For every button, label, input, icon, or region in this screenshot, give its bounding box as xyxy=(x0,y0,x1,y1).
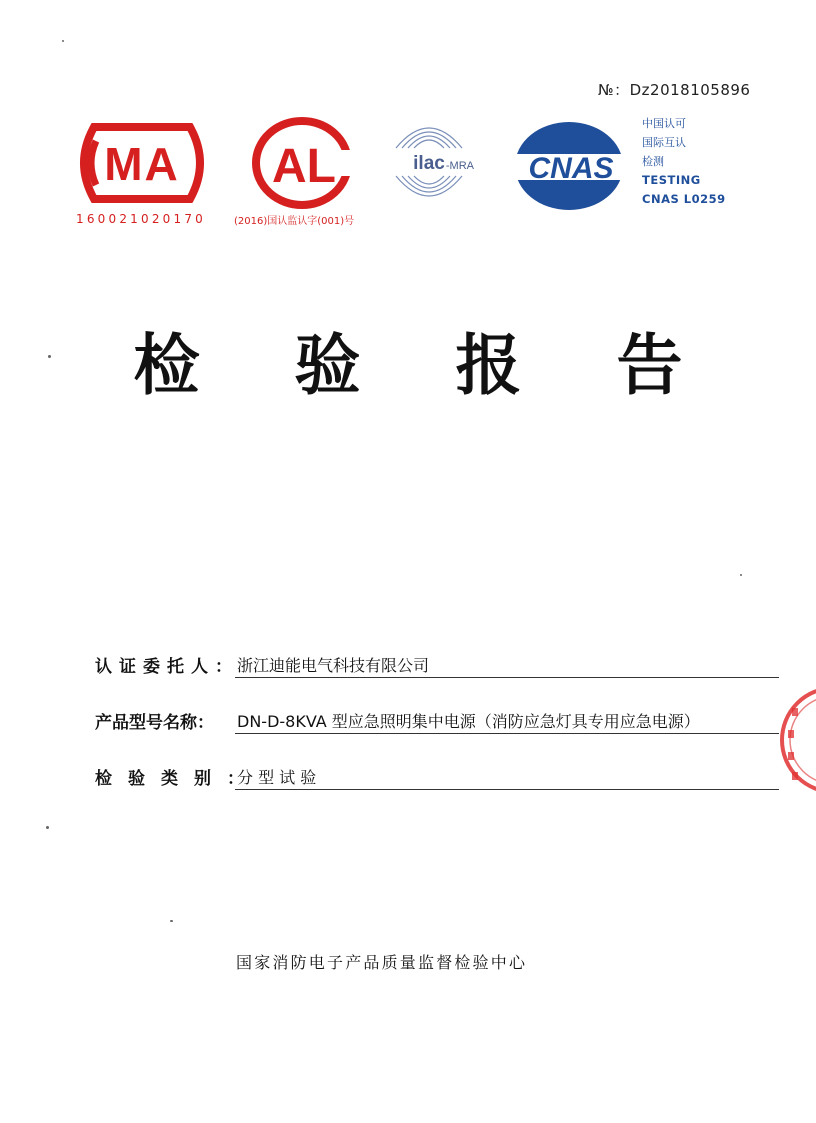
underline xyxy=(235,677,779,678)
issuing-organization: 国家消防电子产品质量监督检验中心 xyxy=(236,953,528,972)
cnas-line: 国际互认 xyxy=(642,136,686,149)
cnas-line: 检测 xyxy=(642,155,664,168)
cnas-mark-icon xyxy=(507,118,635,214)
document-title: 检 验 报 告 xyxy=(133,327,719,404)
cnas-line: 中国认可 xyxy=(642,117,686,130)
svg-text:MA: MA xyxy=(104,138,180,190)
test-type-label: 检验类别： xyxy=(95,769,260,789)
svg-text:ilac: ilac xyxy=(413,153,445,174)
red-seal-icon xyxy=(776,680,816,800)
cma-mark-icon xyxy=(70,123,214,203)
underline xyxy=(235,733,779,734)
test-type-value: 分 型 试 验 xyxy=(237,768,317,787)
scan-speck xyxy=(46,826,49,829)
cma-code: 160021020170 xyxy=(76,212,207,226)
scan-speck xyxy=(740,574,742,576)
cnas-line: CNAS L0259 xyxy=(642,192,726,206)
scan-speck xyxy=(48,355,51,358)
scan-speck xyxy=(62,40,64,42)
client-value: 浙江迪能电气科技有限公司 xyxy=(237,656,430,675)
scan-speck xyxy=(170,920,173,922)
svg-text:CNAS: CNAS xyxy=(528,152,614,185)
product-field xyxy=(95,708,779,734)
cnas-line: TESTING xyxy=(642,173,701,187)
underline xyxy=(235,789,779,790)
product-value: DN-D-8KVA 型应急照明集中电源（消防应急灯具专用应急电源） xyxy=(237,712,700,731)
client-label: 认证委托人： xyxy=(95,657,239,677)
cal-mark-icon xyxy=(250,116,358,210)
svg-text:AL: AL xyxy=(272,140,336,193)
svg-text:-MRA: -MRA xyxy=(445,160,474,172)
ilac-mra-icon xyxy=(378,112,480,212)
cnas-accreditation-text xyxy=(642,114,726,209)
test-type-field xyxy=(95,764,779,790)
cal-code: (2016)国认监认字(001)号 xyxy=(234,216,355,227)
client-field xyxy=(95,652,779,678)
product-label: 产品型号名称： xyxy=(95,713,214,733)
report-number: №：Dz2018105896 xyxy=(598,81,751,99)
